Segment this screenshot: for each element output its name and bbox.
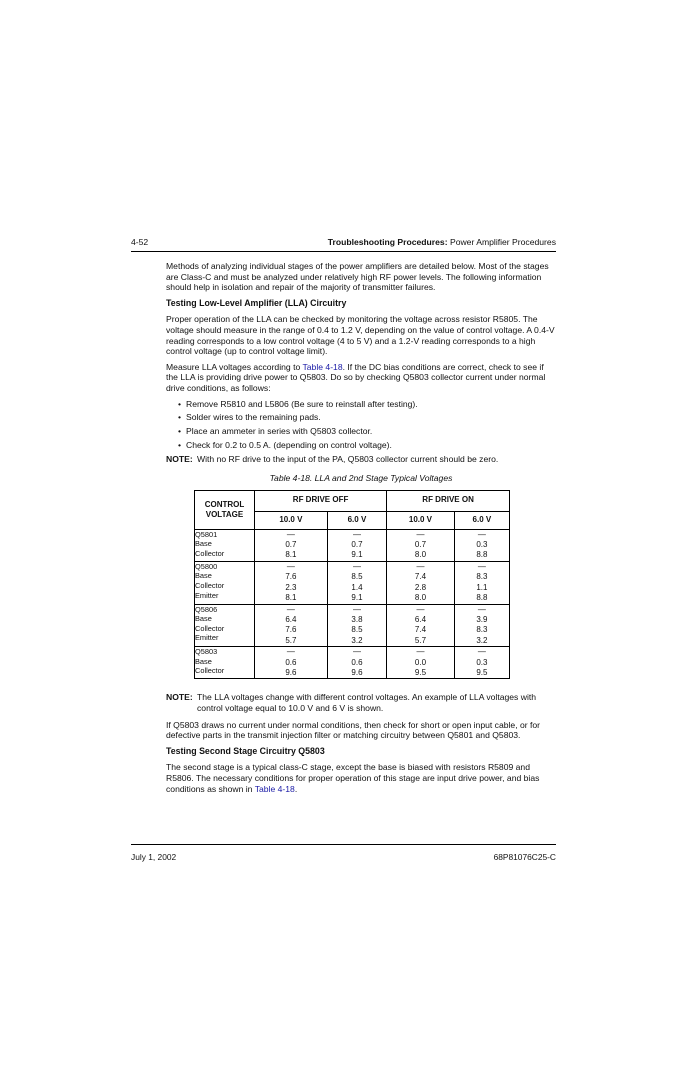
voltage-value: 7.4 [414, 572, 427, 582]
voltage-value: 0.3 [476, 540, 488, 550]
voltage-value: — [477, 561, 486, 571]
voltage-value: 9.6 [351, 667, 363, 677]
page-body [166, 261, 556, 799]
voltage-value: 2.3 [285, 582, 297, 592]
voltage-value: 8.3 [476, 572, 488, 582]
transistor-label: Q5801 [195, 529, 218, 539]
voltage-value: — [477, 647, 486, 657]
list-item-text: Check for 0.2 to 0.5 A. (depending on control voltage). [186, 439, 392, 450]
list-item [166, 412, 556, 423]
voltage-value: 9.5 [414, 667, 427, 677]
footer-doc-number: 68P81076C25-C [493, 852, 556, 862]
note-lla-voltages [166, 692, 556, 713]
voltage-value: 8.8 [476, 550, 488, 560]
terminal-label: Emitter [195, 633, 219, 643]
voltage-value: 5.7 [285, 635, 297, 645]
table-body [195, 529, 510, 679]
terminal-label: Base [195, 614, 212, 624]
value-cell [255, 604, 328, 647]
table-row [195, 604, 510, 647]
column-header-on-6v: 6.0 V [454, 511, 509, 529]
bullet-icon: • [178, 412, 182, 423]
list-item [166, 426, 556, 437]
column-header-off-10v: 10.0 V [255, 511, 328, 529]
row-label-cell [195, 647, 255, 679]
row-label-cell [195, 604, 255, 647]
running-title-rest: Power Amplifier Procedures [447, 237, 556, 247]
voltage-value: 8.5 [351, 625, 363, 635]
voltage-value: 7.6 [285, 572, 297, 582]
voltage-value: — [286, 604, 295, 614]
list-item [166, 399, 556, 410]
voltage-table [194, 490, 510, 680]
table-row [195, 561, 510, 604]
voltage-value: 3.9 [476, 614, 488, 624]
troubleshoot-paragraph: If Q5803 draws no current under normal conditions, then check for short or open input cable, or for defective parts in the transmit injection filter or matching circuitry between Q5801 and Q5803. [166, 719, 541, 741]
voltage-value: 6.4 [285, 614, 297, 624]
footer-date: July 1, 2002 [131, 852, 177, 862]
voltage-value: 0.6 [285, 657, 297, 667]
lla-paragraph-2 [166, 362, 556, 394]
table-link[interactable]: Table 4-18 [254, 783, 295, 794]
lla-paragraph-2-text-a: Measure LLA voltages according to [166, 361, 303, 372]
voltage-value: — [286, 529, 295, 539]
terminal-label: Collector [195, 581, 225, 591]
column-group-rf-on: RF DRIVE ON [387, 490, 510, 511]
voltage-value: 9.6 [285, 667, 297, 677]
section-heading-lla: Testing Low-Level Amplifier (LLA) Circuitry [166, 297, 347, 308]
voltage-value: 9.1 [351, 550, 363, 560]
value-cell [387, 529, 455, 561]
procedure-list [166, 399, 556, 451]
note-text: With no RF drive to the input of the PA, Q5803 collector current should be zero. [197, 454, 499, 465]
list-item-text: Remove R5810 and L5806 (Be sure to reinstall after testing). [186, 398, 418, 409]
value-cell [255, 647, 328, 679]
value-cell [327, 647, 386, 679]
voltage-value: 8.1 [285, 593, 297, 603]
voltage-value: — [286, 647, 295, 657]
section-heading-second-stage: Testing Second Stage Circuitry Q5803 [166, 745, 325, 756]
note-text: The LLA voltages change with different control voltages. An example of LLA voltages with control voltage equal to 10.0 V and 6 V is shown. [197, 692, 537, 713]
voltage-value: 9.1 [351, 593, 363, 603]
voltage-value: 9.5 [476, 667, 488, 677]
voltage-value: — [352, 647, 361, 657]
terminal-label: Base [195, 571, 212, 581]
value-cell [454, 647, 509, 679]
note-label: NOTE: [166, 454, 193, 465]
second-stage-paragraph [166, 762, 556, 794]
terminal-label: Collector [195, 623, 225, 633]
voltage-value: — [477, 604, 486, 614]
voltage-value: 0.0 [414, 657, 427, 667]
voltage-value: — [416, 647, 425, 657]
value-cell [327, 604, 386, 647]
voltage-value: 8.1 [285, 550, 297, 560]
value-cell [454, 529, 509, 561]
value-cell [327, 561, 386, 604]
voltage-value: 3.2 [351, 635, 363, 645]
voltage-value: 8.0 [414, 550, 427, 560]
terminal-label: Collector [195, 548, 225, 558]
column-header-line: CONTROL [204, 499, 245, 509]
column-header-off-6v: 6.0 V [327, 511, 386, 529]
running-title [328, 237, 556, 247]
voltage-value: 0.6 [351, 657, 363, 667]
voltage-value: — [416, 529, 425, 539]
table-row [195, 647, 510, 679]
page-header [131, 237, 556, 251]
value-cell [255, 561, 328, 604]
voltage-value: 8.0 [414, 593, 427, 603]
running-title-bold: Troubleshooting Procedures: [327, 237, 448, 247]
voltage-value: — [352, 529, 361, 539]
voltage-value: 3.2 [476, 635, 488, 645]
voltage-value: 8.3 [476, 625, 488, 635]
value-cell [387, 561, 455, 604]
list-item [166, 440, 556, 451]
value-cell [255, 529, 328, 561]
footer-rule [131, 844, 556, 845]
note-drive [166, 454, 556, 465]
terminal-label: Base [195, 539, 212, 549]
voltage-value: 1.4 [351, 582, 363, 592]
note-label: NOTE: [166, 692, 193, 703]
column-header-control-voltage [195, 490, 255, 529]
voltage-value: 7.4 [414, 625, 427, 635]
lla-paragraph-1: Proper operation of the LLA can be checked by monitoring the voltage across resistor R5805. The voltage should measure in the range of 0.4 to 1.2 V, depending on the value of control voltage. A 0.4-V reading corresponds to a low control voltage (4 to 5 V) and a 1.2-V reading corresponds to a high control voltage (up to control voltage limit). [166, 314, 555, 357]
transistor-label: Q5800 [195, 561, 218, 571]
page-number: 4-52 [131, 237, 149, 247]
list-item-text: Place an ammeter in series with Q5803 collector. [186, 426, 373, 437]
voltage-value: 0.7 [285, 540, 297, 550]
voltage-value: 1.1 [476, 582, 488, 592]
voltage-value: 5.7 [414, 635, 427, 645]
voltage-value: — [352, 561, 361, 571]
terminal-label: Base [195, 656, 212, 666]
row-label-cell [195, 529, 255, 561]
voltage-value: 0.7 [351, 540, 363, 550]
voltage-value: 0.3 [476, 657, 488, 667]
voltage-value: — [477, 529, 486, 539]
voltage-value: — [352, 604, 361, 614]
value-cell [454, 604, 509, 647]
value-cell [454, 561, 509, 604]
second-stage-text-a: The second stage is a typical class-C stage, except the base is biased with resistors R5809 and R5806. The necessary conditions for proper operation of this stage are input drive power, and bias conditions as shown in [166, 762, 540, 794]
table-link[interactable]: Table 4-18 [302, 361, 343, 372]
transistor-label: Q5806 [195, 604, 218, 614]
row-label-cell [195, 561, 255, 604]
header-rule [131, 251, 556, 252]
voltage-value: — [416, 561, 425, 571]
voltage-value: 8.8 [476, 593, 488, 603]
table-header-row [195, 490, 510, 511]
voltage-value: — [286, 561, 295, 571]
second-stage-text-b: . [294, 783, 298, 794]
column-header-line: VOLTAGE [205, 509, 244, 519]
transistor-label: Q5803 [195, 647, 218, 657]
voltage-value: 7.6 [285, 625, 297, 635]
bullet-icon: • [178, 398, 182, 409]
voltage-value: 6.4 [414, 614, 427, 624]
intro-paragraph: Methods of analyzing individual stages of the power amplifiers are detailed below. Most of the stages are Class-C and must be analyzed under relatively high RF power levels. The following information should help in isolation and repair of the majority of transmitter failures. [166, 261, 549, 293]
value-cell [327, 529, 386, 561]
voltage-value: — [416, 604, 425, 614]
voltage-value: 0.7 [414, 540, 427, 550]
voltage-value: 2.8 [414, 582, 427, 592]
voltage-value: 3.8 [351, 614, 363, 624]
lla-paragraph-2-text-b: . If the DC bias conditions are correct, check to see if the LLA is providing drive power to Q5803. Do so by checking Q5803 collector current under normal drive conditions, as follows: [166, 361, 546, 393]
column-header-on-10v: 10.0 V [387, 511, 455, 529]
bullet-icon: • [178, 426, 182, 437]
bullet-icon: • [178, 439, 182, 450]
table-row [195, 529, 510, 561]
voltage-value: 8.5 [351, 572, 363, 582]
value-cell [387, 604, 455, 647]
list-item-text: Solder wires to the remaining pads. [186, 412, 321, 423]
terminal-label: Emitter [195, 590, 219, 600]
table-caption: Table 4-18. LLA and 2nd Stage Typical Voltages [269, 473, 453, 484]
terminal-label: Collector [195, 666, 225, 676]
column-group-rf-off: RF DRIVE OFF [255, 490, 387, 511]
value-cell [387, 647, 455, 679]
